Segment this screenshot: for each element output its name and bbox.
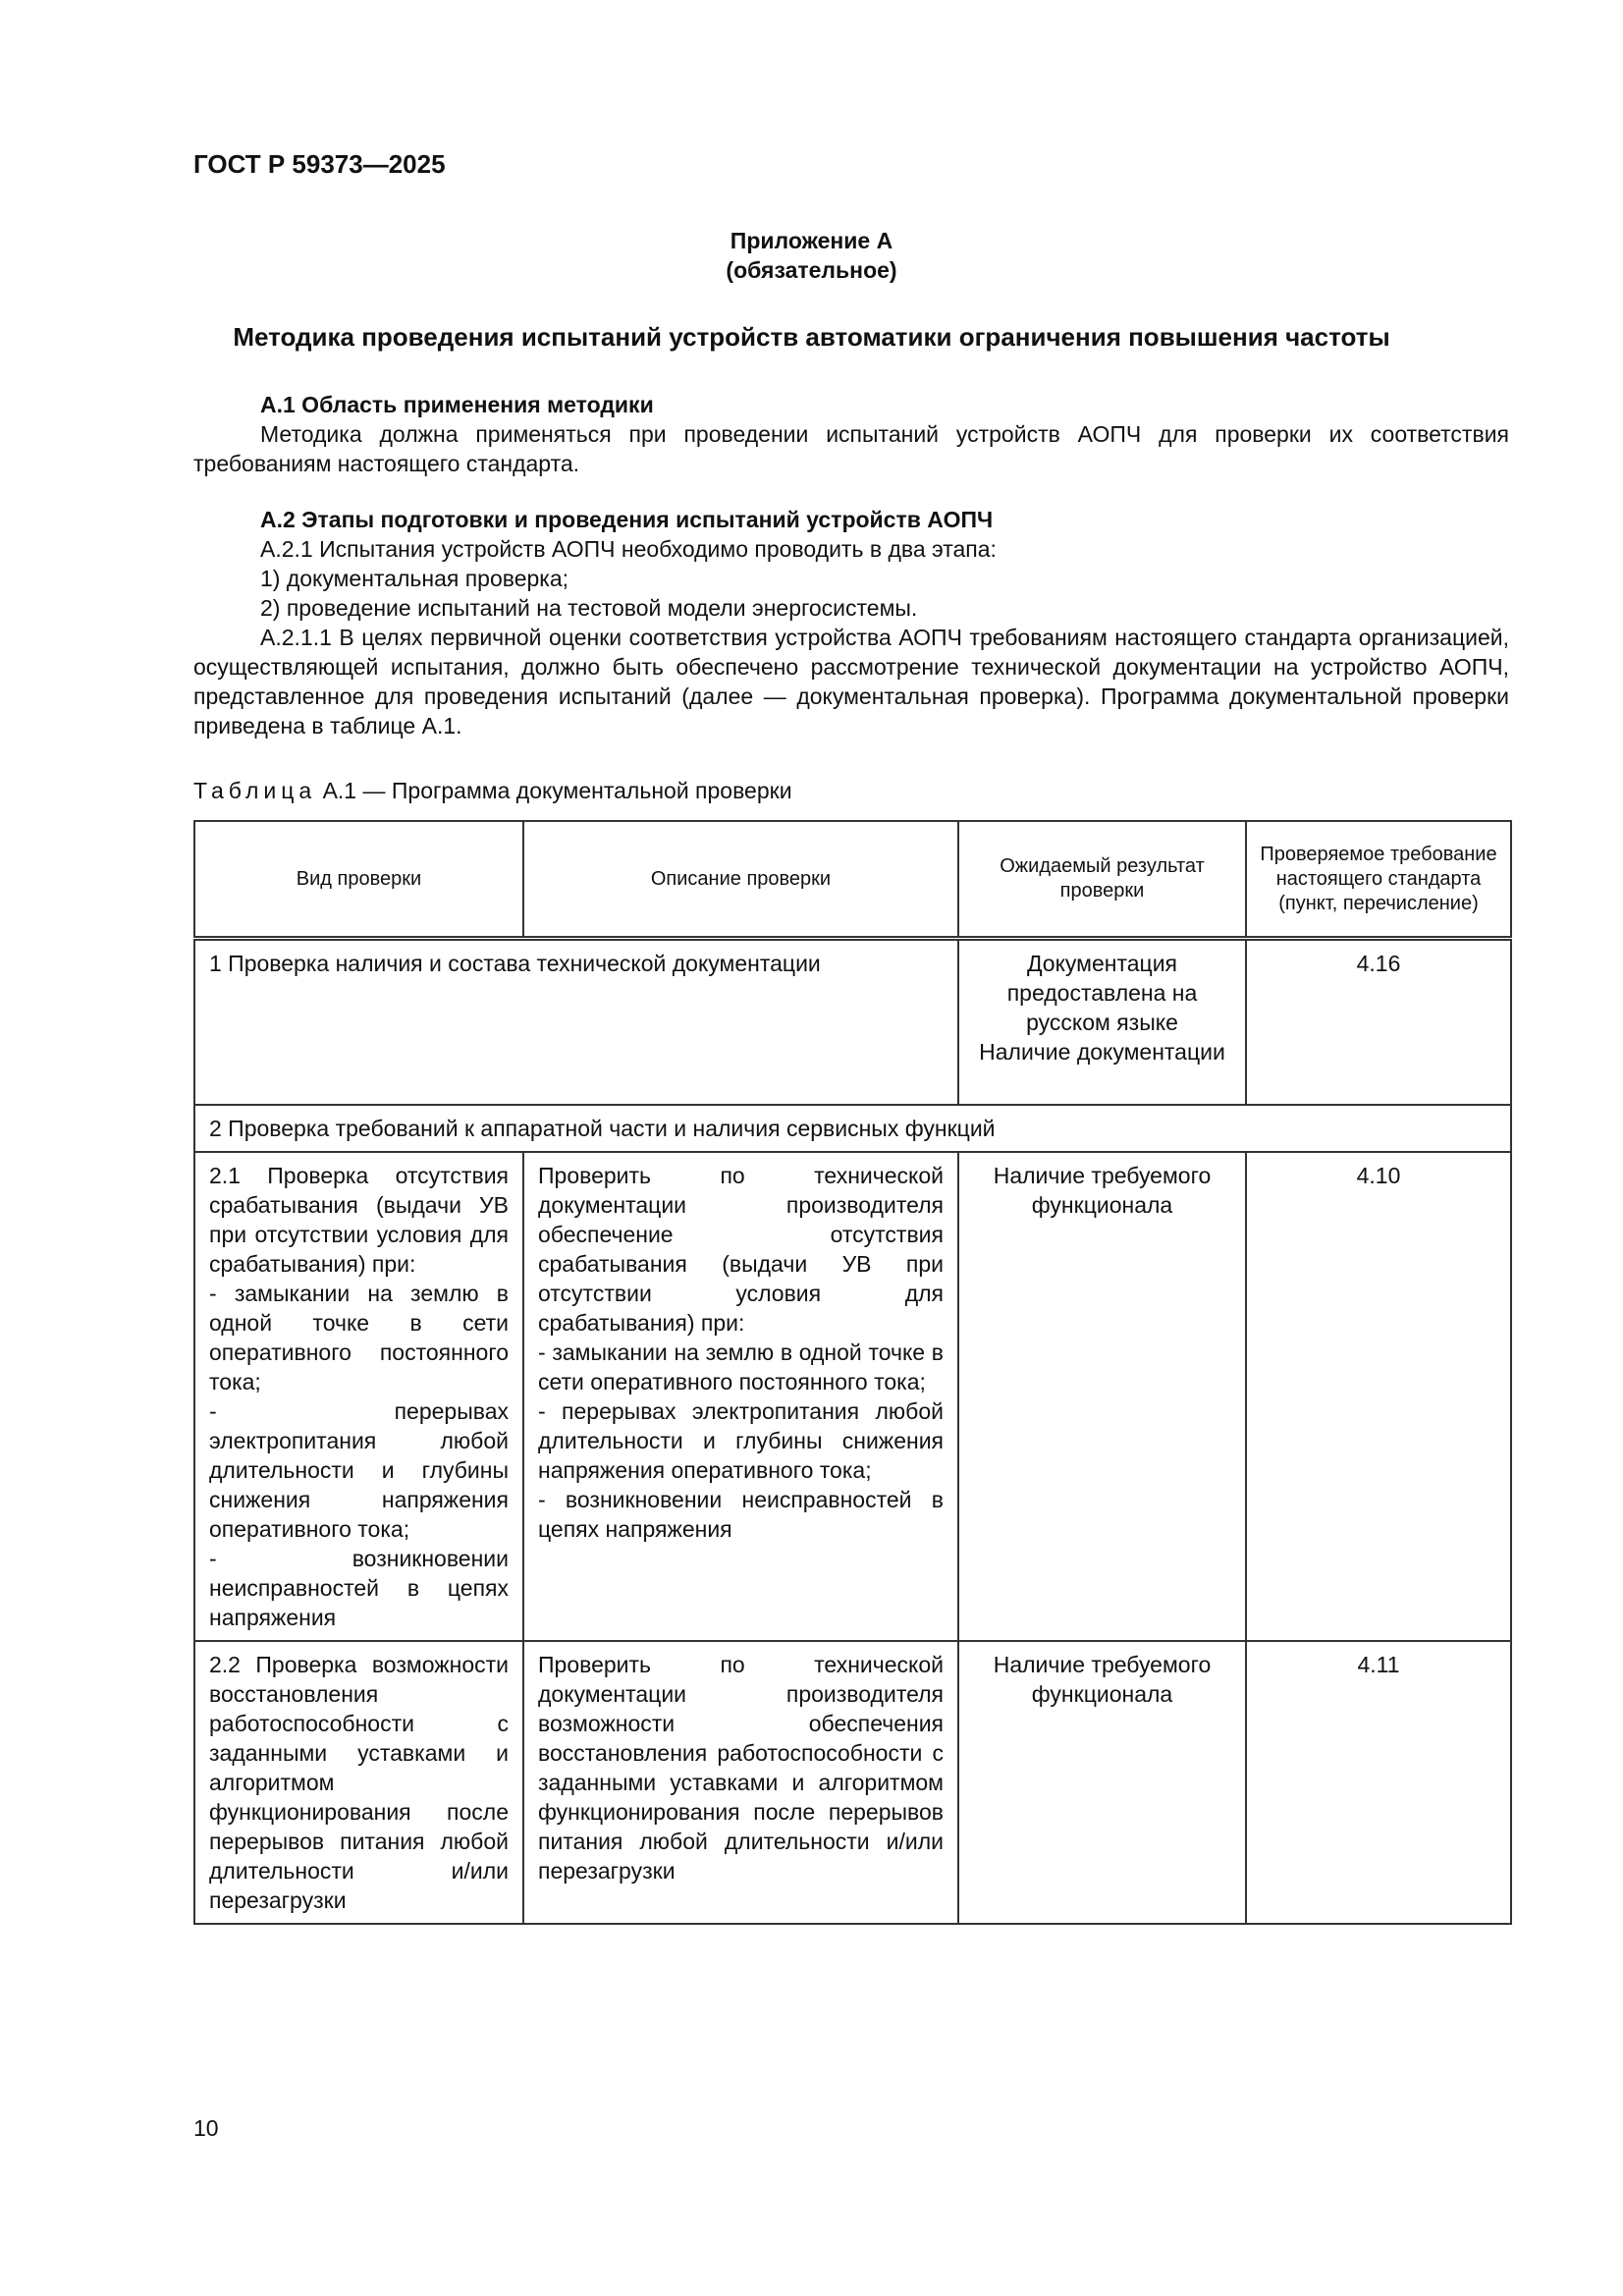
table-caption (193, 778, 792, 804)
table-row (194, 1105, 1511, 1152)
section-a1 (193, 390, 1509, 478)
documentary-check-table (193, 820, 1512, 1925)
cell-kind: 2.1 Проверка отсутствия срабатывания (выдачи УВ при отсутствии условия для срабатывания) при: - замыкании на землю в одной точке в сети оперативного постоянного тока; - перерывах электропитания любой длительности и глубины снижения напряжения оперативного тока; - возникновении неисправностей в цепях напряжения (194, 1152, 523, 1641)
cell-description: Проверить по технической документации производителя обеспечение отсутствия срабатывания (выдачи УВ при отсутствии условия для срабатывания) при: - замыкании на землю в одной точке в сети оперативного постоянного тока; - перерывах электропитания любой длительности и глубины снижения напряжения оперативного тока; - возникновении неисправностей в цепях напряжения (523, 1152, 958, 1641)
section-a2-list-item-1: 1) документальная проверка; (260, 566, 569, 591)
cell-kind: 2 Проверка требований к аппаратной части и наличия сервисных функций (194, 1105, 1511, 1152)
header-expected: Ожидаемый результат проверки (958, 821, 1246, 939)
cell-expected: Документация предоставлена на русском языке Наличие документации (958, 939, 1246, 1106)
cell-expected: Наличие требуемого функционала (958, 1152, 1246, 1641)
table-row (194, 939, 1511, 1106)
cell-expected: Наличие требуемого функционала (958, 1641, 1246, 1924)
section-a2-paragraph-1: А.2.1 Испытания устройств АОПЧ необходимо проводить в два этапа: (260, 536, 997, 562)
section-a2-heading: А.2 Этапы подготовки и проведения испытаний устройств АОПЧ (260, 507, 994, 532)
header-kind: Вид проверки (194, 821, 523, 939)
table-caption-text: А.1 — Программа документальной проверки (316, 778, 792, 803)
annex-title: Приложение А (730, 228, 893, 253)
method-title: Методика проведения испытаний устройств автоматики ограничения повышения частоты (233, 322, 1390, 352)
page-number: 10 (193, 2115, 219, 2141)
section-a2 (193, 505, 1509, 740)
cell-kind: 1 Проверка наличия и состава технической документации (194, 939, 958, 1106)
cell-description: Проверить по технической документации производителя возможности обеспечения восстановления работоспособности с заданными уставками и алгоритмом функционирования после перерывов питания любой длительности и/или перезагрузки (523, 1641, 958, 1924)
document-code: ГОСТ Р 59373—2025 (193, 149, 446, 179)
cell-requirement: 4.16 (1246, 939, 1511, 1106)
table-header-row (194, 821, 1511, 939)
cell-requirement: 4.10 (1246, 1152, 1511, 1641)
table-row (194, 1152, 1511, 1641)
section-a1-text: Методика должна применяться при проведении испытаний устройств АОПЧ для проверки их соответствия требованиям настоящего стандарта. (193, 421, 1509, 476)
header-description: Описание проверки (523, 821, 958, 939)
cell-kind: 2.2 Проверка возможности восстановления работоспособности с заданными уставками и алгоритмом функционирования после перерывов питания любой длительности и/или перезагрузки (194, 1641, 523, 1924)
section-a2-paragraph-2: А.2.1.1 В целях первичной оценки соответствия устройства АОПЧ требованиям настоящего стандарта организацией, осуществляющей испытания, должно быть обеспечено рассмотрение технической документации на устройство АОПЧ, представленное для проведения испытаний (далее — документальная проверка). Программа документальной проверки приведена в таблице А.1. (193, 625, 1509, 738)
header-requirement: Проверяемое требование настоящего стандарта (пункт, перечисление) (1246, 821, 1511, 939)
section-a2-list-item-2: 2) проведение испытаний на тестовой модели энергосистемы. (260, 595, 918, 621)
table-row (194, 1641, 1511, 1924)
section-a1-heading: А.1 Область применения методики (260, 392, 654, 417)
cell-requirement: 4.11 (1246, 1641, 1511, 1924)
annex-status: (обязательное) (726, 257, 897, 283)
table-caption-word: Таблица (193, 778, 317, 803)
